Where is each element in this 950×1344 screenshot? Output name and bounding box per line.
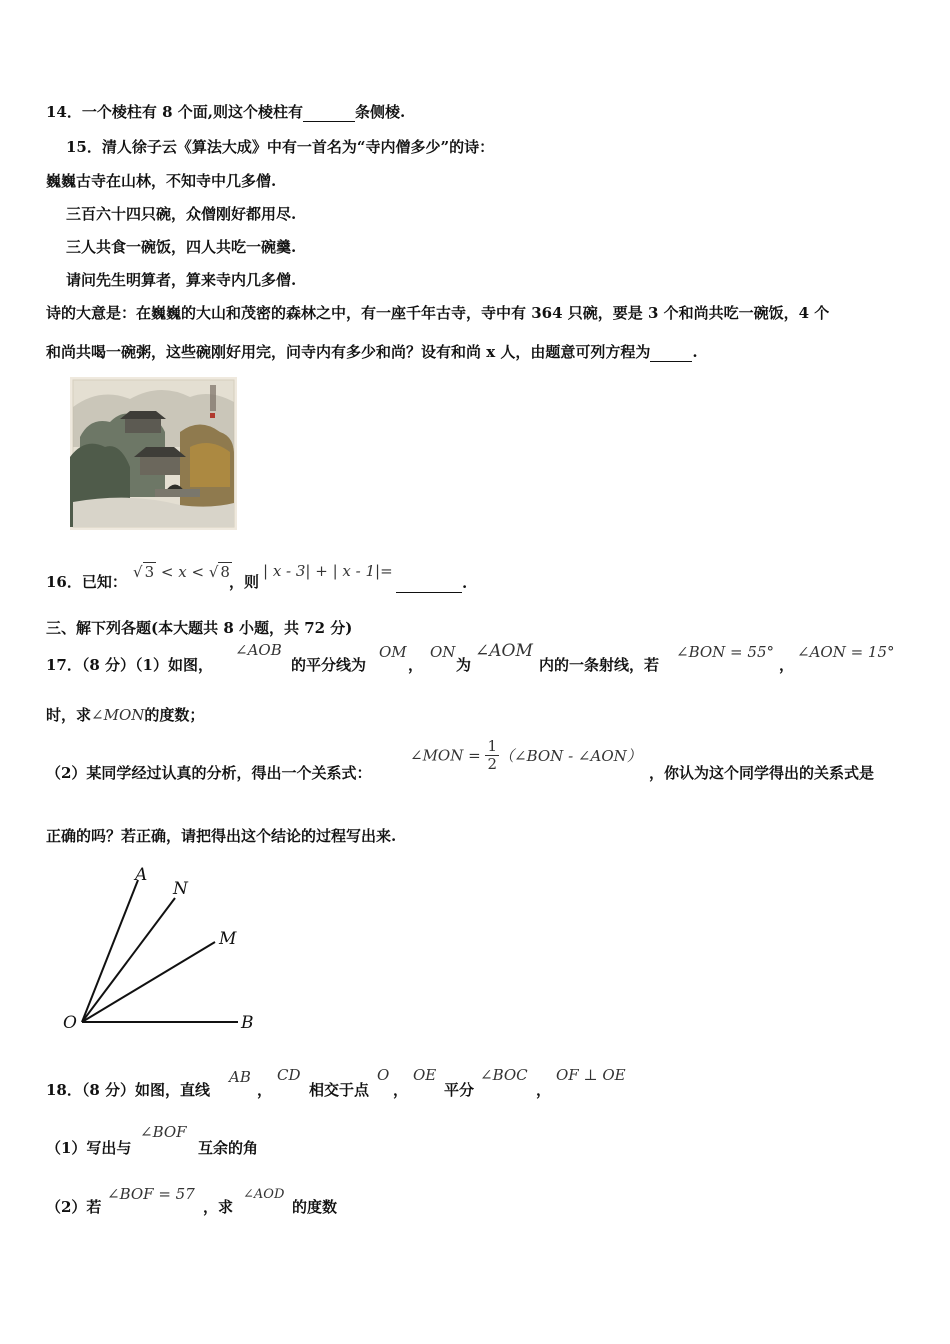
ray-on-line (82, 898, 175, 1022)
relation-formula (410, 738, 642, 773)
q16-prefix: 16．已知： (46, 573, 127, 591)
temple-painting (70, 377, 237, 530)
q15-intro: 15．清人徐子云《算法大成》中有一首名为“寺内僧多少”的诗： (66, 138, 495, 156)
label-b: B (241, 1013, 254, 1033)
less-than: < (191, 563, 205, 581)
q14-text: 14．一个棱柱有 8 个面,则这个棱柱有 (46, 103, 303, 121)
var-x: x (178, 563, 187, 581)
fraction-denominator: 2 (487, 755, 498, 773)
q17-p2-post: ，你认为这个同学得出的关系式是 (649, 764, 875, 782)
q16-mid: ，则 (229, 573, 260, 591)
q17-line2-pre: 时，求 (46, 706, 92, 724)
sqrt-3: √ 3 (133, 563, 155, 581)
q14-after: 条侧棱. (354, 103, 406, 121)
q15-meaning-2 (46, 341, 698, 362)
q18-t2: 平分 (444, 1081, 475, 1099)
ray-oe: OE (413, 1066, 437, 1084)
label-n: N (173, 879, 188, 899)
angle-bof-57: ∠BOF = 57 (107, 1185, 195, 1203)
angle-bof: ∠BOF (140, 1123, 187, 1141)
q17-line2 (46, 705, 204, 725)
line-cd: CD (277, 1066, 301, 1084)
q18-t1: 相交于点 (309, 1081, 370, 1099)
q18-p2-pre: （2）若 (46, 1198, 102, 1216)
formula-rhs: （∠BON - ∠AON） (499, 747, 642, 765)
q16-expression: | x - 3| + | x - 1|= (263, 562, 393, 580)
q17-prefix: 17．（8 分）（1）如图， (46, 656, 213, 674)
perpendicular-relation: OF ⊥ OE (556, 1066, 626, 1084)
comma: ， (536, 1081, 552, 1099)
answer-blank (396, 572, 462, 593)
comma: ， (779, 656, 795, 674)
formula-lhs: ∠MON = (410, 746, 481, 765)
angle-mon: ∠MON (91, 706, 145, 724)
comma: ， (408, 656, 424, 674)
poem-line: 三百六十四只碗，众僧刚好都用尽. (66, 205, 297, 223)
ray-om: OM (379, 643, 407, 661)
q18-p2-post: 的度数 (292, 1198, 338, 1216)
angle-aom: ∠AOM (475, 641, 533, 661)
q15-meaning-2-text: 和尚共喝一碗粥，这些碗刚好用完，问寺内有多少和尚？设有和尚 x 人，由题意可列方程为 (46, 343, 651, 361)
q18-p1-post: 互余的角 (198, 1139, 259, 1157)
q17-t3: 内的一条射线，若 (539, 656, 660, 674)
q16-inequality (133, 563, 232, 581)
fraction-numerator: 1 (487, 737, 498, 755)
q18-prefix: 18．（8 分）如图，直线 (46, 1081, 211, 1099)
q17-line2-post: 的度数； (144, 706, 205, 724)
angle-boc: ∠BOC (480, 1066, 528, 1084)
section-title: 三、解下列各题(本大题共 8 小题，共 72 分) (46, 619, 353, 637)
angle-aon-15: ∠AON = 15° (797, 643, 895, 661)
poem-line: 巍巍古寺在山林，不知寺中几多僧. (46, 172, 277, 190)
line-ab: AB (229, 1068, 251, 1086)
answer-blank (650, 341, 692, 362)
q16-blank-line (396, 572, 467, 593)
q17-p2-line3: 正确的吗？若正确，请把得出这个结论的过程写出来. (46, 827, 397, 845)
ray-om-line (82, 942, 215, 1022)
q17-t2: 为 (456, 656, 472, 674)
q14-line (46, 101, 405, 122)
angle-bon-55: ∠BON = 55° (676, 643, 774, 661)
q17-p2-pre: （2）某同学经过认真的分析，得出一个关系式： (46, 764, 372, 782)
less-than: < (160, 563, 174, 581)
point-o: O (377, 1066, 390, 1084)
q18-p1-pre: （1）写出与 (46, 1139, 132, 1157)
q15-meaning-1: 诗的大意是：在巍巍的大山和茂密的森林之中，有一座千年古寺，寺中有 364 只碗，要是 3 个和尚共吃一碗饭，4 个 (46, 304, 830, 322)
angle-aob: ∠AOB (235, 641, 282, 659)
label-o: O (63, 1013, 77, 1033)
ray-on: ON (430, 643, 456, 661)
angle-aod: ∠AOD (243, 1187, 285, 1202)
q16-end: . (462, 574, 468, 592)
label-a: A (135, 865, 148, 885)
poem-line: 请问先生明算者，算来寺内几多僧. (66, 271, 297, 289)
comma: ， (257, 1081, 273, 1099)
ray-oa (82, 880, 138, 1022)
fraction-half (485, 738, 499, 773)
q15-meaning-end: . (692, 343, 698, 361)
angle-figure (55, 862, 275, 1042)
sqrt-8: √ 8 (208, 563, 230, 581)
comma: ， (393, 1081, 409, 1099)
answer-blank (303, 101, 355, 122)
label-m: M (219, 929, 237, 949)
poem-line: 三人共食一碗饭，四人共吃一碗羹. (66, 238, 297, 256)
q17-t1: 的平分线为 (291, 656, 367, 674)
q18-p2-mid: ，求 (203, 1198, 234, 1216)
